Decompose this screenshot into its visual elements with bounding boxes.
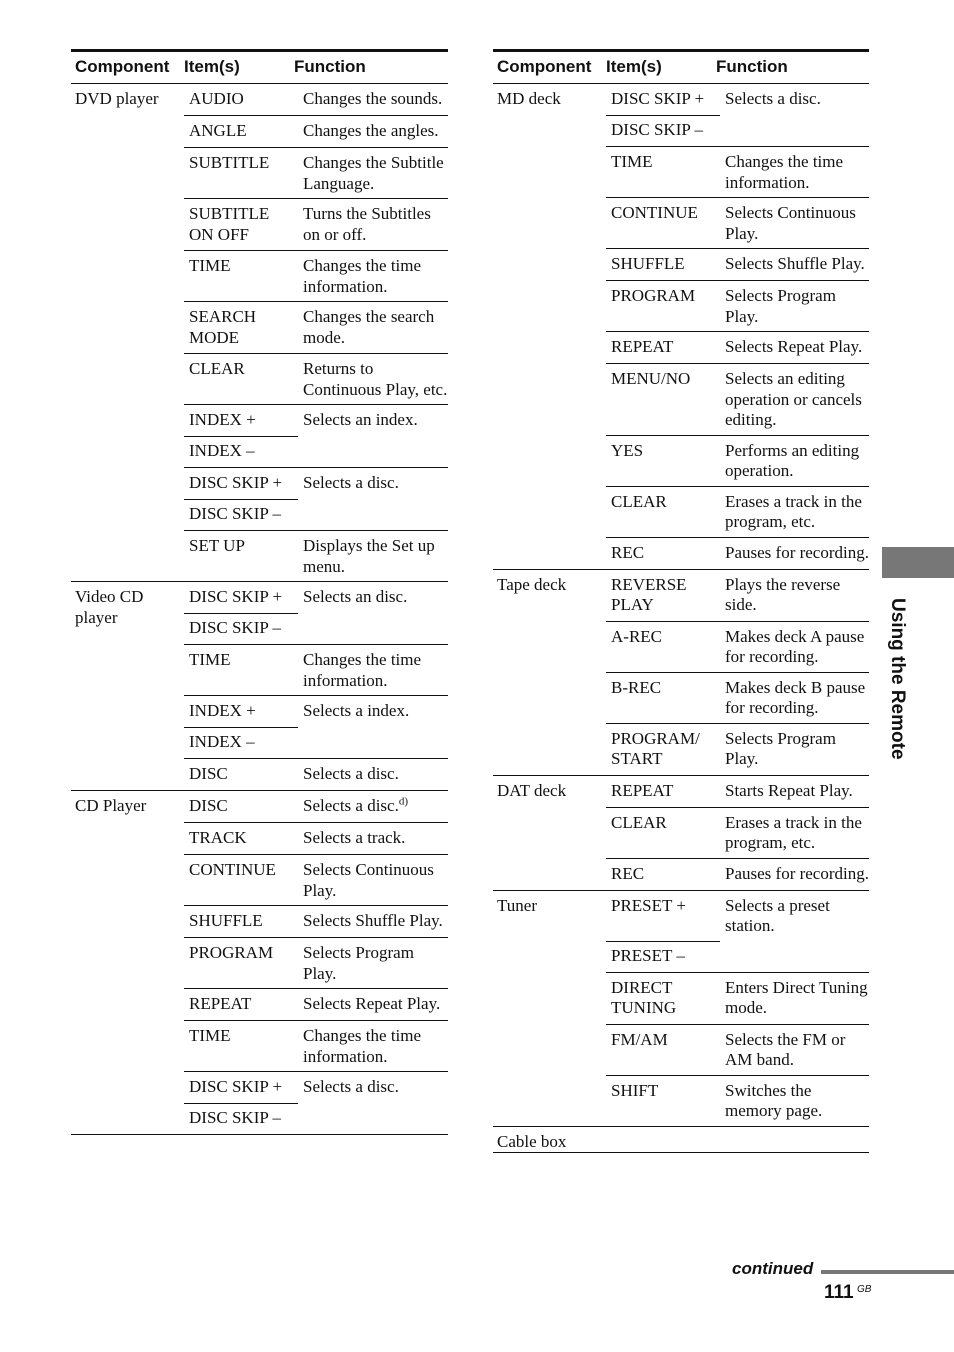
- item-cell: REC: [611, 542, 645, 562]
- function-cell: [720, 84, 869, 115]
- function-cell: [298, 436, 448, 467]
- function-cell: [720, 1076, 869, 1126]
- table-row: [184, 436, 448, 468]
- table-row: [184, 1103, 448, 1134]
- item-cell: DISC SKIP +: [184, 582, 298, 614]
- function-text: Selects Program Play.: [725, 286, 836, 326]
- table-row: [184, 791, 448, 823]
- function-cell: [720, 332, 869, 363]
- component-name: DVD player: [75, 89, 159, 108]
- item-cell: INDEX +: [184, 696, 298, 728]
- item-cell: CONTINUE: [611, 203, 698, 222]
- item-cell: PRESET –: [611, 945, 685, 965]
- continued-label: continued: [732, 1259, 814, 1278]
- function-cell: [298, 84, 448, 115]
- item-cell: REPEAT: [611, 337, 674, 356]
- function-text: Plays the reverse side.: [725, 574, 841, 614]
- item-cell: SUBTITLE ON OFF: [189, 204, 270, 244]
- item-cell: CLEAR: [611, 491, 667, 511]
- table-row: [184, 696, 448, 727]
- header-function: Function: [294, 57, 366, 76]
- function-cell: [720, 891, 869, 941]
- section-tab-label: [878, 598, 928, 778]
- component-group: [493, 1127, 869, 1154]
- function-text: Selects a track.: [303, 828, 406, 847]
- item-cell: PROGRAM: [611, 286, 696, 305]
- table-row: [184, 302, 448, 354]
- function-text: Selects a preset station.: [725, 895, 830, 935]
- item-cell: CONTINUE: [189, 860, 276, 879]
- table-row: [184, 405, 448, 436]
- function-cell: [298, 906, 448, 937]
- function-cell: [720, 281, 869, 331]
- function-text: Performs an editing operation.: [725, 440, 860, 480]
- component-name: CD Player: [75, 796, 147, 815]
- function-text: Selects a disc.: [303, 1077, 399, 1096]
- table-row: [606, 332, 869, 364]
- function-cell: [720, 724, 869, 775]
- item-cell: B-REC: [611, 677, 662, 697]
- function-text: Changes the sounds.: [303, 89, 443, 108]
- item-cell: REPEAT: [189, 994, 252, 1013]
- table-row: [606, 249, 869, 281]
- header-function: Function: [716, 57, 788, 76]
- item-cell: SHUFFLE: [189, 911, 263, 930]
- page-number: 111: [824, 1282, 854, 1303]
- function-text: Selects Shuffle Play.: [303, 911, 443, 930]
- component-name: MD deck: [497, 89, 561, 108]
- table-row: [606, 147, 869, 198]
- function-cell: [720, 808, 869, 858]
- function-text: Selects the FM or AM band.: [725, 1029, 846, 1069]
- item-cell: DIRECT TUNING: [611, 977, 677, 1017]
- item-cell: REPEAT: [611, 780, 674, 800]
- function-cell: [720, 115, 869, 146]
- table-row: [606, 776, 869, 808]
- table-row: [606, 198, 869, 249]
- table-row: [184, 938, 448, 989]
- item-cell: A-REC: [611, 626, 662, 646]
- table-row: [184, 1072, 448, 1103]
- item-cell: TIME: [611, 152, 653, 171]
- page-number-suffix: GB: [857, 1284, 872, 1295]
- function-text: Displays the Set up menu.: [303, 536, 435, 576]
- table-row: [184, 148, 448, 199]
- item-cell: DISC SKIP +: [184, 1072, 298, 1104]
- function-text: Changes the time information.: [303, 650, 422, 690]
- function-cell: [298, 405, 448, 436]
- function-cell: [298, 199, 448, 250]
- component-name: Tape deck: [497, 574, 567, 594]
- function-text: Selects a disc.: [303, 764, 399, 783]
- function-text: Makes deck B pause for recording.: [725, 677, 866, 717]
- table-row: [606, 859, 869, 890]
- item-cell: TIME: [189, 1026, 231, 1045]
- component-group: [71, 791, 448, 1135]
- item-cell: ANGLE: [189, 121, 247, 140]
- function-text: Changes the time information.: [303, 1026, 422, 1066]
- table-row: [606, 808, 869, 859]
- table-row: [184, 468, 448, 499]
- function-text: Changes the time information.: [303, 256, 422, 296]
- item-cell: FM/AM: [611, 1029, 668, 1049]
- function-text: Selects a disc.: [303, 796, 399, 815]
- item-cell: TRACK: [189, 828, 247, 847]
- table-row: [184, 906, 448, 938]
- function-text: Erases a track in the program, etc.: [725, 812, 862, 852]
- function-text: Selects a disc.: [303, 473, 399, 492]
- section-tab-text: Using the Remote: [887, 598, 908, 760]
- function-text: Changes the search mode.: [303, 307, 435, 347]
- function-cell: [720, 538, 869, 569]
- item-cell: DISC SKIP +: [184, 468, 298, 500]
- component-group: [71, 84, 448, 582]
- function-text: Selects Shuffle Play.: [725, 254, 865, 273]
- function-cell: [720, 487, 869, 537]
- function-text: Switches the memory page.: [725, 1080, 823, 1120]
- table-row: [606, 436, 869, 487]
- table-row: [184, 989, 448, 1021]
- section-tab-marker: [882, 547, 954, 578]
- table-row: [184, 855, 448, 906]
- function-text: Changes the angles.: [303, 121, 439, 140]
- function-text: Selects a index.: [303, 701, 410, 720]
- function-text: Makes deck A pause for recording.: [725, 626, 865, 666]
- function-text: Turns the Subtitles on or off.: [303, 204, 431, 244]
- function-cell: [298, 251, 448, 301]
- function-text: Enters Direct Tuning mode.: [725, 977, 868, 1017]
- table-header: [71, 52, 448, 84]
- function-cell: [720, 673, 869, 723]
- table-row: [184, 582, 448, 613]
- item-cell: PRESET +: [606, 891, 720, 942]
- item-cell: CLEAR: [611, 812, 667, 832]
- item-cell: SUBTITLE: [189, 153, 270, 172]
- item-cell: AUDIO: [189, 89, 244, 108]
- item-cell: DISC SKIP +: [606, 84, 720, 116]
- function-cell: [298, 613, 448, 644]
- table-row: [606, 622, 869, 673]
- function-cell: [298, 499, 448, 530]
- function-cell: [298, 696, 448, 727]
- function-cell: [298, 582, 448, 613]
- continued-bar: [821, 1270, 954, 1274]
- table-row: [606, 281, 869, 332]
- item-cell: DISC SKIP –: [189, 504, 281, 523]
- component-group: [71, 582, 448, 791]
- item-cell: SHIFT: [611, 1080, 659, 1100]
- function-text: Starts Repeat Play.: [725, 780, 853, 800]
- function-text: Selects Program Play.: [303, 943, 414, 983]
- function-cell: [720, 249, 869, 280]
- table-row: [606, 364, 869, 436]
- function-text: Changes the time information.: [725, 152, 844, 192]
- table-row: [184, 759, 448, 790]
- item-cell: INDEX –: [189, 441, 255, 460]
- header-component: Component: [75, 57, 170, 76]
- function-cell: [720, 859, 869, 890]
- table-row: [606, 115, 869, 147]
- function-text: Pauses for recording.: [725, 863, 869, 883]
- table-row: [606, 1076, 869, 1126]
- item-cell: YES: [611, 440, 644, 460]
- component-name: DAT deck: [497, 780, 567, 800]
- function-cell: [298, 1072, 448, 1103]
- left-function-table: [71, 49, 448, 1135]
- item-cell: DISC SKIP –: [189, 618, 281, 637]
- function-cell: [298, 531, 448, 581]
- function-cell: [298, 468, 448, 499]
- item-cell: DISC: [189, 796, 228, 815]
- table-row: [606, 1025, 869, 1076]
- item-cell: SHUFFLE: [611, 254, 685, 273]
- function-cell: [298, 823, 448, 854]
- table-row: [184, 199, 448, 251]
- function-cell: [720, 364, 869, 435]
- item-cell: INDEX +: [184, 405, 298, 437]
- table-row: [184, 499, 448, 531]
- table-row: [606, 538, 869, 569]
- header-component: Component: [497, 57, 592, 76]
- item-cell: DISC: [189, 764, 228, 783]
- function-cell: [720, 776, 869, 807]
- footnote-marker: d): [398, 795, 409, 808]
- right-function-table: [493, 49, 869, 1153]
- table-row: [606, 673, 869, 724]
- function-text: Selects Continuous Play.: [725, 203, 856, 243]
- function-cell: [720, 941, 869, 972]
- header-items: Item(s): [184, 57, 240, 76]
- function-cell: [720, 436, 869, 486]
- component-group: [493, 84, 869, 570]
- function-text: Selects Program Play.: [725, 728, 836, 768]
- table-row: [606, 724, 869, 775]
- table-row: [184, 645, 448, 696]
- function-cell: [298, 989, 448, 1020]
- function-text: Selects Continuous Play.: [303, 860, 434, 900]
- component-name: Cable box: [497, 1131, 567, 1151]
- function-cell: [298, 148, 448, 198]
- function-cell: [298, 1103, 448, 1134]
- item-cell: REVERSE PLAY: [611, 574, 687, 614]
- function-cell: [298, 302, 448, 353]
- function-cell: [298, 855, 448, 905]
- component-name: Tuner: [497, 895, 537, 915]
- function-cell: [298, 645, 448, 695]
- header-items: Item(s): [606, 57, 662, 76]
- item-cell: SET UP: [189, 536, 245, 555]
- function-text: Selects an index.: [303, 410, 418, 429]
- table-row: [184, 823, 448, 855]
- function-cell: [298, 791, 448, 822]
- table-body: [493, 84, 869, 1153]
- table-row: [184, 84, 448, 116]
- table-body: [71, 84, 448, 1135]
- function-cell: [298, 1021, 448, 1071]
- table-row: [184, 116, 448, 148]
- table-row: [184, 531, 448, 581]
- function-text: Pauses for recording.: [725, 542, 869, 562]
- table-row: [606, 891, 869, 941]
- function-cell: [720, 147, 869, 197]
- function-text: Returns to Continuous Play, etc.: [303, 359, 448, 399]
- function-cell: [720, 973, 869, 1024]
- table-header: [493, 52, 869, 84]
- item-cell: REC: [611, 863, 645, 883]
- function-text: Selects an editing operation or cancels editing.: [725, 369, 862, 429]
- table-row: [184, 354, 448, 405]
- item-cell: DISC SKIP –: [611, 120, 703, 139]
- function-cell: [298, 727, 448, 758]
- function-cell: [298, 938, 448, 988]
- item-cell: CLEAR: [189, 359, 245, 378]
- function-cell: [298, 116, 448, 147]
- table-row: [184, 1021, 448, 1072]
- function-cell: [298, 354, 448, 404]
- item-cell: INDEX –: [189, 732, 255, 751]
- table-row: [184, 727, 448, 759]
- function-text: Selects Repeat Play.: [725, 337, 863, 356]
- function-cell: [720, 1025, 869, 1075]
- function-text: Selects a disc.: [725, 89, 821, 108]
- table-row: [606, 487, 869, 538]
- function-text: Selects Repeat Play.: [303, 994, 441, 1013]
- component-group: [493, 891, 869, 1127]
- function-text: Selects an disc.: [303, 587, 408, 606]
- table-row: [184, 251, 448, 302]
- item-cell: DISC SKIP –: [189, 1108, 281, 1127]
- component-group: [493, 570, 869, 776]
- function-cell: [720, 622, 869, 672]
- item-cell: MENU/NO: [611, 369, 691, 388]
- table-row: [606, 941, 869, 973]
- component-group: [493, 776, 869, 891]
- function-cell: [298, 759, 448, 790]
- item-cell: PROGRAM/ START: [611, 728, 700, 768]
- table-row: [606, 973, 869, 1025]
- item-cell: PROGRAM: [189, 943, 274, 962]
- item-cell: TIME: [189, 256, 231, 275]
- item-cell: SEARCH MODE: [189, 307, 257, 347]
- item-cell: TIME: [189, 650, 231, 669]
- component-name: Video CD player: [75, 587, 144, 627]
- function-text: Erases a track in the program, etc.: [725, 491, 862, 531]
- table-row: [184, 613, 448, 645]
- table-row: [606, 570, 869, 622]
- function-cell: [720, 570, 869, 621]
- function-cell: [720, 198, 869, 248]
- table-row: [606, 84, 869, 115]
- function-text: Changes the Subtitle Language.: [303, 153, 444, 193]
